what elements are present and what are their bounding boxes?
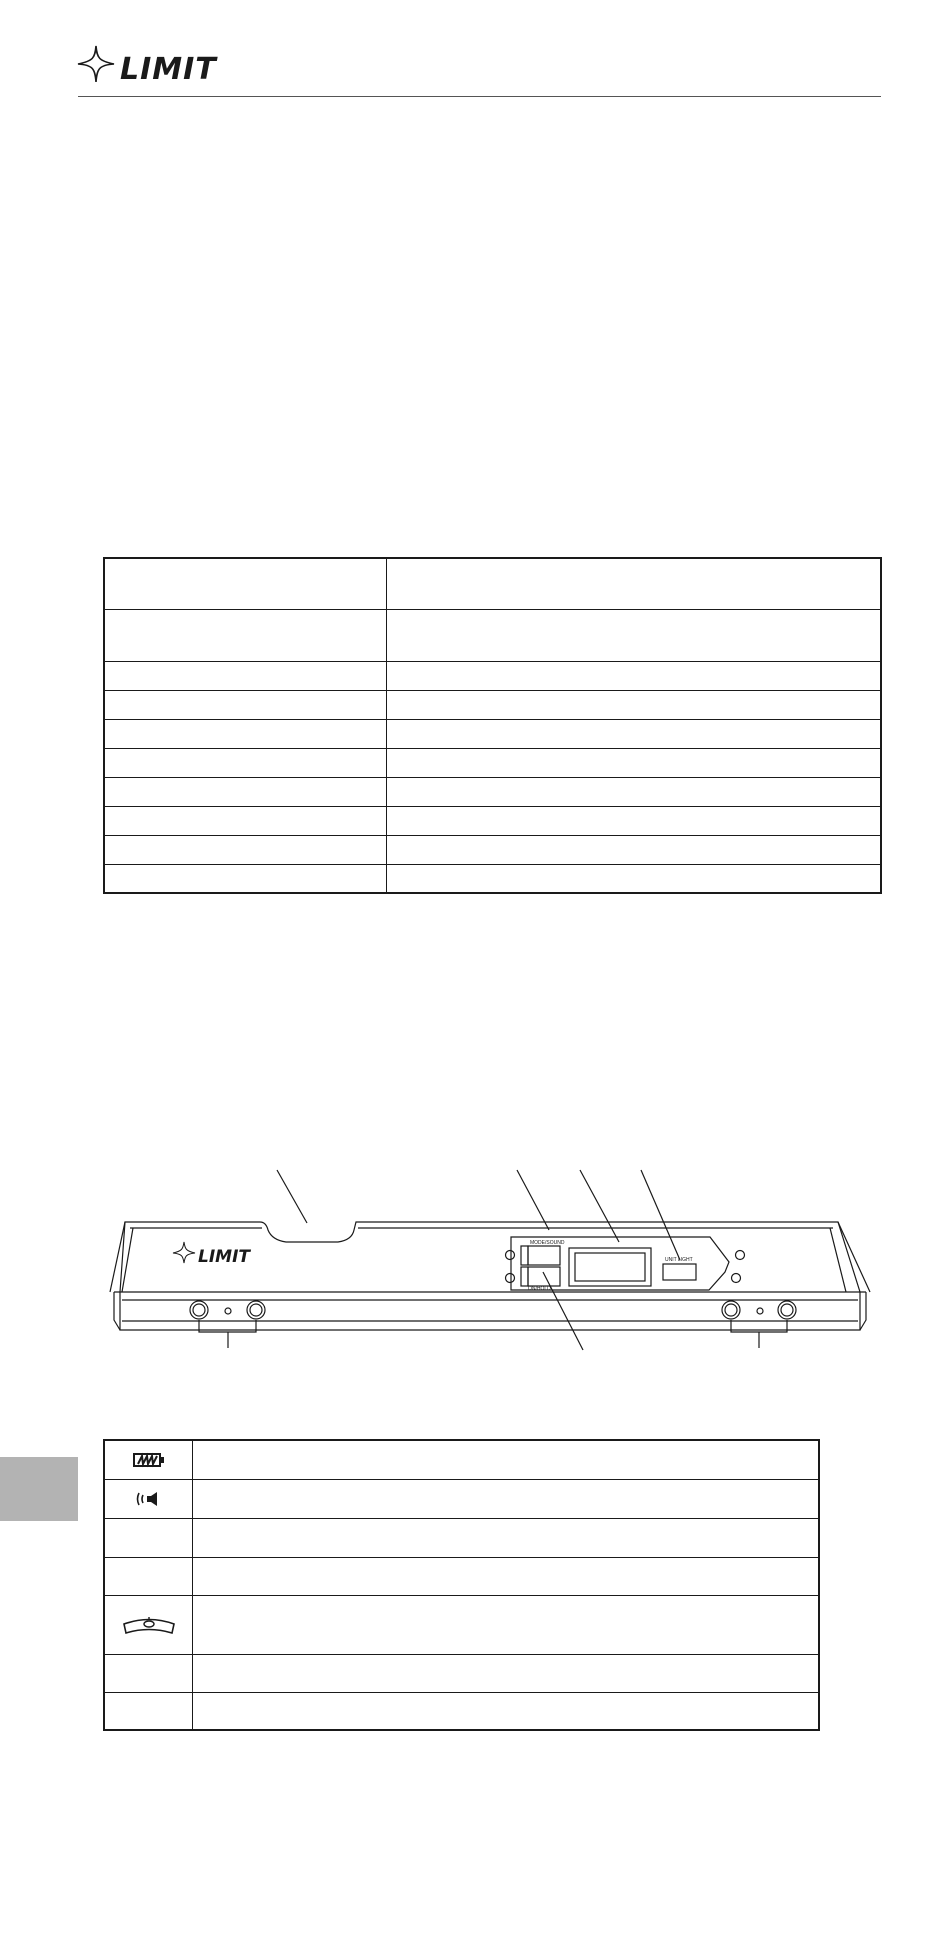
table-cell <box>193 1692 820 1730</box>
table-cell <box>387 806 882 835</box>
symbol-cell <box>104 1692 193 1730</box>
lcd-screen <box>569 1248 651 1286</box>
table-row <box>104 1654 819 1692</box>
callout-line <box>517 1170 549 1230</box>
table-row <box>104 835 881 864</box>
symbol-cell <box>104 1479 193 1518</box>
table-row <box>104 1518 819 1557</box>
table-cell <box>193 1595 820 1654</box>
table-row <box>104 1595 819 1654</box>
table-row <box>104 748 881 777</box>
table-row <box>104 719 881 748</box>
callout-bracket <box>199 1320 256 1348</box>
table-cell <box>193 1440 820 1479</box>
table-cell <box>104 661 387 690</box>
section-tab <box>0 1457 78 1521</box>
brand-logo <box>74 42 244 86</box>
table-cell <box>387 777 882 806</box>
on-hold-button[interactable] <box>528 1267 560 1286</box>
table-row <box>104 609 881 661</box>
device-logo-text: LIMIT <box>198 1247 250 1267</box>
table-cell <box>104 719 387 748</box>
header-divider <box>78 96 881 97</box>
screw <box>506 1251 515 1260</box>
symbol-cell <box>104 1654 193 1692</box>
level-vial-icon <box>121 1615 177 1635</box>
sound-icon <box>136 1490 162 1508</box>
callout-line <box>543 1272 583 1350</box>
table-cell <box>387 835 882 864</box>
level-body <box>120 1222 860 1330</box>
table-row <box>104 661 881 690</box>
callout-line <box>277 1170 307 1223</box>
callout-line <box>580 1170 619 1242</box>
table-row <box>104 1692 819 1730</box>
table-cell <box>104 777 387 806</box>
table-cell <box>387 719 882 748</box>
mode-sound-button[interactable] <box>528 1246 560 1265</box>
battery-icon <box>133 1452 165 1468</box>
table-cell <box>193 1557 820 1595</box>
table-cell <box>104 864 387 893</box>
symbol-table <box>103 1439 820 1731</box>
mode-sound-label: MODE/SOUND <box>530 1240 565 1246</box>
table-cell <box>387 661 882 690</box>
table-cell <box>387 609 882 661</box>
table-row <box>104 690 881 719</box>
table-cell <box>193 1479 820 1518</box>
table-cell <box>104 558 387 609</box>
table-row <box>104 864 881 893</box>
table-row <box>104 777 881 806</box>
brand-name: LIMIT <box>120 52 217 87</box>
table-cell <box>104 748 387 777</box>
table-cell <box>104 835 387 864</box>
table-cell <box>104 806 387 835</box>
symbol-cell <box>104 1595 193 1654</box>
screw <box>732 1274 741 1283</box>
table-row <box>104 1479 819 1518</box>
symbol-cell <box>104 1518 193 1557</box>
unit-light-button[interactable] <box>663 1264 696 1280</box>
table-cell <box>387 748 882 777</box>
table-cell <box>387 690 882 719</box>
callout-bracket <box>731 1320 787 1348</box>
table-cell <box>193 1654 820 1692</box>
table-cell <box>104 609 387 661</box>
unit-light-label: UNIT LIGHT <box>665 1257 693 1263</box>
symbol-cell <box>104 1440 193 1479</box>
table-cell <box>387 864 882 893</box>
table-row <box>104 1440 819 1479</box>
table-row <box>104 806 881 835</box>
table-row <box>104 1557 819 1595</box>
table-cell <box>104 690 387 719</box>
table-cell <box>193 1518 820 1557</box>
table-cell <box>387 558 882 609</box>
screw <box>736 1251 745 1260</box>
symbol-cell <box>104 1557 193 1595</box>
screw <box>506 1274 515 1283</box>
spec-table <box>103 557 882 894</box>
callout-line <box>641 1170 680 1260</box>
on-hold-label: ON/HOLD <box>528 1286 551 1292</box>
limit-star-icon <box>74 42 118 86</box>
digital-level-diagram <box>100 1160 880 1360</box>
table-row <box>104 558 881 609</box>
